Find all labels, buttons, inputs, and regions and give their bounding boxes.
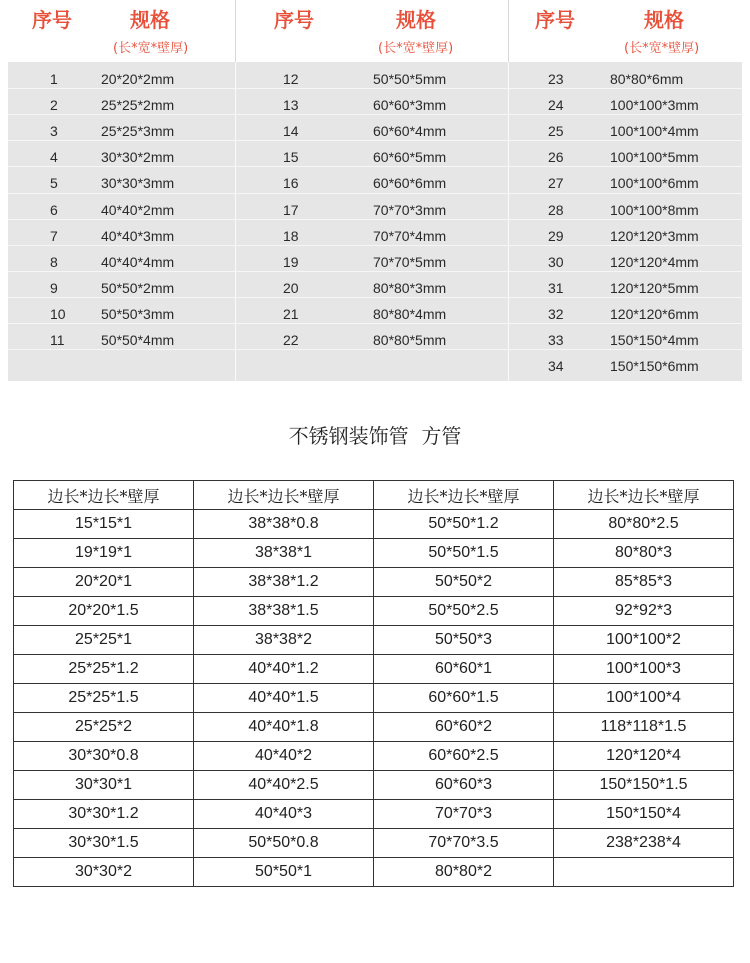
row-divider xyxy=(8,245,742,246)
table-row xyxy=(14,539,734,568)
table-row xyxy=(14,858,734,887)
spec-number-cell: 16 xyxy=(283,175,299,192)
size-cell: 38*38*1 xyxy=(194,539,374,568)
size-cell: 238*238*4 xyxy=(554,829,734,858)
spec-number-cell: 18 xyxy=(283,227,299,244)
header-spec-label: 规格 xyxy=(644,8,684,32)
size-cell: 60*60*1.5 xyxy=(374,684,554,713)
size-cell: 30*30*1.5 xyxy=(14,829,194,858)
spec-size-cell: 150*150*6mm xyxy=(610,358,699,375)
spec-number-cell: 19 xyxy=(283,253,299,270)
spec-size-cell: 150*150*4mm xyxy=(610,332,699,348)
spec-size-cell: 60*60*5mm xyxy=(373,149,447,166)
size-cell: 30*30*0.8 xyxy=(14,742,194,771)
spec-number-cell: 20 xyxy=(283,279,299,296)
size-cell: 80*80*2.5 xyxy=(554,510,734,539)
size-cell: 120*120*4 xyxy=(554,742,734,771)
size-cell: 20*20*1 xyxy=(14,568,194,597)
spec-size-cell: 80*80*5mm xyxy=(373,332,447,348)
spec-number-cell: 34 xyxy=(548,358,564,375)
table-row xyxy=(14,655,734,684)
row-divider xyxy=(8,297,742,298)
size-cell: 38*38*1.5 xyxy=(194,597,374,626)
size-cell: 38*38*1.2 xyxy=(194,568,374,597)
spec-number-cell: 26 xyxy=(548,149,564,166)
section-title: 不锈钢装饰管 方管 xyxy=(288,424,462,448)
table-row xyxy=(14,742,734,771)
column-divider xyxy=(235,62,236,381)
row-divider xyxy=(8,88,742,89)
row-divider xyxy=(8,166,742,167)
spec-size-cell: 70*70*5mm xyxy=(373,253,447,270)
size-cell: 30*30*1 xyxy=(14,771,194,800)
spec-number-cell: 22 xyxy=(283,332,299,348)
size-cell: 60*60*2.5 xyxy=(374,742,554,771)
size-cell: 50*50*2 xyxy=(374,568,554,597)
spec-number-cell: 10 xyxy=(50,305,66,322)
row-divider xyxy=(8,271,742,272)
spec-number-cell: 30 xyxy=(548,253,564,270)
size-cell: 80*80*3 xyxy=(554,539,734,568)
size-cell: 70*70*3.5 xyxy=(374,829,554,858)
size-cell: 150*150*4 xyxy=(554,800,734,829)
header-spec-sublabel: (长*宽*壁厚) xyxy=(113,41,189,56)
spec-number-cell: 6 xyxy=(50,201,58,218)
row-divider xyxy=(8,349,742,350)
spec-number-cell: 32 xyxy=(548,305,564,322)
header-spec-sublabel: (长*宽*壁厚) xyxy=(378,41,454,56)
header-divider xyxy=(235,0,236,62)
spec-number-cell: 14 xyxy=(283,123,299,140)
spec-number-cell: 5 xyxy=(50,175,58,192)
spec-size-cell: 120*120*6mm xyxy=(610,305,699,322)
spec-number-cell: 2 xyxy=(50,97,58,114)
tube-table xyxy=(13,480,734,887)
column-header: 边长*边长*壁厚 xyxy=(554,481,734,510)
spec-size-cell: 70*70*3mm xyxy=(373,201,447,218)
size-cell: 40*40*1.5 xyxy=(194,684,374,713)
row-divider xyxy=(8,193,742,194)
spec-table-header xyxy=(8,0,742,62)
table-row xyxy=(14,597,734,626)
size-cell: 60*60*2 xyxy=(374,713,554,742)
table-row xyxy=(14,684,734,713)
size-cell: 25*25*2 xyxy=(14,713,194,742)
header-number-label: 序号 xyxy=(32,8,72,32)
spec-number-cell: 13 xyxy=(283,97,299,114)
spec-size-cell: 40*40*4mm xyxy=(101,253,175,270)
spec-size-cell: 50*50*3mm xyxy=(101,305,175,322)
spec-size-cell: 60*60*4mm xyxy=(373,123,447,140)
header-divider xyxy=(508,0,509,62)
size-cell xyxy=(554,858,734,887)
size-cell: 40*40*1.2 xyxy=(194,655,374,684)
spec-number-cell: 11 xyxy=(50,332,65,348)
spec-size-cell: 100*100*6mm xyxy=(610,175,699,192)
size-cell: 60*60*1 xyxy=(374,655,554,684)
spec-size-cell: 60*60*6mm xyxy=(373,175,447,192)
size-cell: 100*100*4 xyxy=(554,684,734,713)
tube-table-header-row xyxy=(14,481,734,510)
spec-number-cell: 1 xyxy=(50,71,58,87)
spec-size-cell: 120*120*5mm xyxy=(610,279,699,296)
header-number-label: 序号 xyxy=(535,8,575,32)
spec-size-cell: 80*80*6mm xyxy=(610,71,684,87)
spec-size-cell: 100*100*4mm xyxy=(610,123,699,140)
size-cell: 30*30*2 xyxy=(14,858,194,887)
spec-number-cell: 3 xyxy=(50,123,58,140)
spec-table xyxy=(8,0,742,381)
spec-size-cell: 60*60*3mm xyxy=(373,97,447,114)
column-header: 边长*边长*壁厚 xyxy=(194,481,374,510)
size-cell: 15*15*1 xyxy=(14,510,194,539)
size-cell: 50*50*1.2 xyxy=(374,510,554,539)
size-cell: 40*40*2 xyxy=(194,742,374,771)
size-cell: 70*70*3 xyxy=(374,800,554,829)
table-row xyxy=(14,568,734,597)
header-number-label: 序号 xyxy=(274,8,314,32)
spec-number-cell: 15 xyxy=(283,149,299,166)
size-cell: 80*80*2 xyxy=(374,858,554,887)
spec-number-cell: 29 xyxy=(548,227,564,244)
spec-size-cell: 25*25*2mm xyxy=(101,97,175,114)
size-cell: 38*38*2 xyxy=(194,626,374,655)
spec-number-cell: 33 xyxy=(548,332,564,348)
table-row xyxy=(14,771,734,800)
spec-size-cell: 20*20*2mm xyxy=(101,71,175,87)
size-cell: 25*25*1.5 xyxy=(14,684,194,713)
spec-number-cell: 4 xyxy=(50,149,58,166)
spec-size-cell: 120*120*3mm xyxy=(610,227,699,244)
spec-size-cell: 30*30*3mm xyxy=(101,175,175,192)
size-cell: 40*40*3 xyxy=(194,800,374,829)
header-spec-label: 规格 xyxy=(130,8,170,32)
spec-number-cell: 9 xyxy=(50,279,58,296)
spec-size-cell: 80*80*3mm xyxy=(373,279,447,296)
spec-size-cell: 25*25*3mm xyxy=(101,123,175,140)
table-row xyxy=(14,713,734,742)
spec-number-cell: 24 xyxy=(548,97,564,114)
size-cell: 50*50*0.8 xyxy=(194,829,374,858)
spec-size-cell: 100*100*8mm xyxy=(610,201,699,218)
row-divider xyxy=(8,114,742,115)
spec-size-cell: 50*50*2mm xyxy=(101,279,175,296)
row-divider xyxy=(8,323,742,324)
size-cell: 100*100*2 xyxy=(554,626,734,655)
spec-number-cell: 8 xyxy=(50,253,58,270)
size-cell: 150*150*1.5 xyxy=(554,771,734,800)
size-cell: 30*30*1.2 xyxy=(14,800,194,829)
spec-number-cell: 21 xyxy=(283,305,299,322)
header-spec-label: 规格 xyxy=(396,8,436,32)
size-cell: 20*20*1.5 xyxy=(14,597,194,626)
table-row xyxy=(14,800,734,829)
spec-size-cell: 70*70*4mm xyxy=(373,227,447,244)
spec-size-cell: 80*80*4mm xyxy=(373,305,447,322)
size-cell: 40*40*2.5 xyxy=(194,771,374,800)
spec-size-cell: 40*40*2mm xyxy=(101,201,175,218)
size-cell: 50*50*3 xyxy=(374,626,554,655)
spec-number-cell: 7 xyxy=(50,227,58,244)
spec-size-cell: 40*40*3mm xyxy=(101,227,175,244)
row-divider xyxy=(8,219,742,220)
table-row xyxy=(14,829,734,858)
size-cell: 92*92*3 xyxy=(554,597,734,626)
size-cell: 50*50*1 xyxy=(194,858,374,887)
size-cell: 85*85*3 xyxy=(554,568,734,597)
size-cell: 40*40*1.8 xyxy=(194,713,374,742)
table-row xyxy=(14,626,734,655)
spec-size-cell: 120*120*4mm xyxy=(610,253,699,270)
size-cell: 19*19*1 xyxy=(14,539,194,568)
size-cell: 25*25*1 xyxy=(14,626,194,655)
spec-number-cell: 25 xyxy=(548,123,564,140)
column-divider xyxy=(508,62,509,381)
spec-size-cell: 100*100*5mm xyxy=(610,149,699,166)
size-cell: 50*50*2.5 xyxy=(374,597,554,626)
row-divider xyxy=(8,140,742,141)
spec-number-cell: 12 xyxy=(283,71,299,87)
size-cell: 100*100*3 xyxy=(554,655,734,684)
spec-number-cell: 31 xyxy=(548,279,564,296)
spec-size-cell: 100*100*3mm xyxy=(610,97,699,114)
size-cell: 60*60*3 xyxy=(374,771,554,800)
column-header: 边长*边长*壁厚 xyxy=(14,481,194,510)
table-row xyxy=(14,510,734,539)
size-cell: 25*25*1.2 xyxy=(14,655,194,684)
size-cell: 38*38*0.8 xyxy=(194,510,374,539)
spec-number-cell: 27 xyxy=(548,175,564,192)
size-cell: 118*118*1.5 xyxy=(554,713,734,742)
spec-number-cell: 17 xyxy=(283,201,299,218)
spec-size-cell: 50*50*4mm xyxy=(101,332,175,348)
spec-number-cell: 28 xyxy=(548,201,564,218)
spec-number-cell: 23 xyxy=(548,71,564,87)
column-header: 边长*边长*壁厚 xyxy=(374,481,554,510)
spec-size-cell: 50*50*5mm xyxy=(373,71,447,87)
spec-size-cell: 30*30*2mm xyxy=(101,149,175,166)
size-cell: 50*50*1.5 xyxy=(374,539,554,568)
header-spec-sublabel: (长*宽*壁厚) xyxy=(624,41,700,56)
